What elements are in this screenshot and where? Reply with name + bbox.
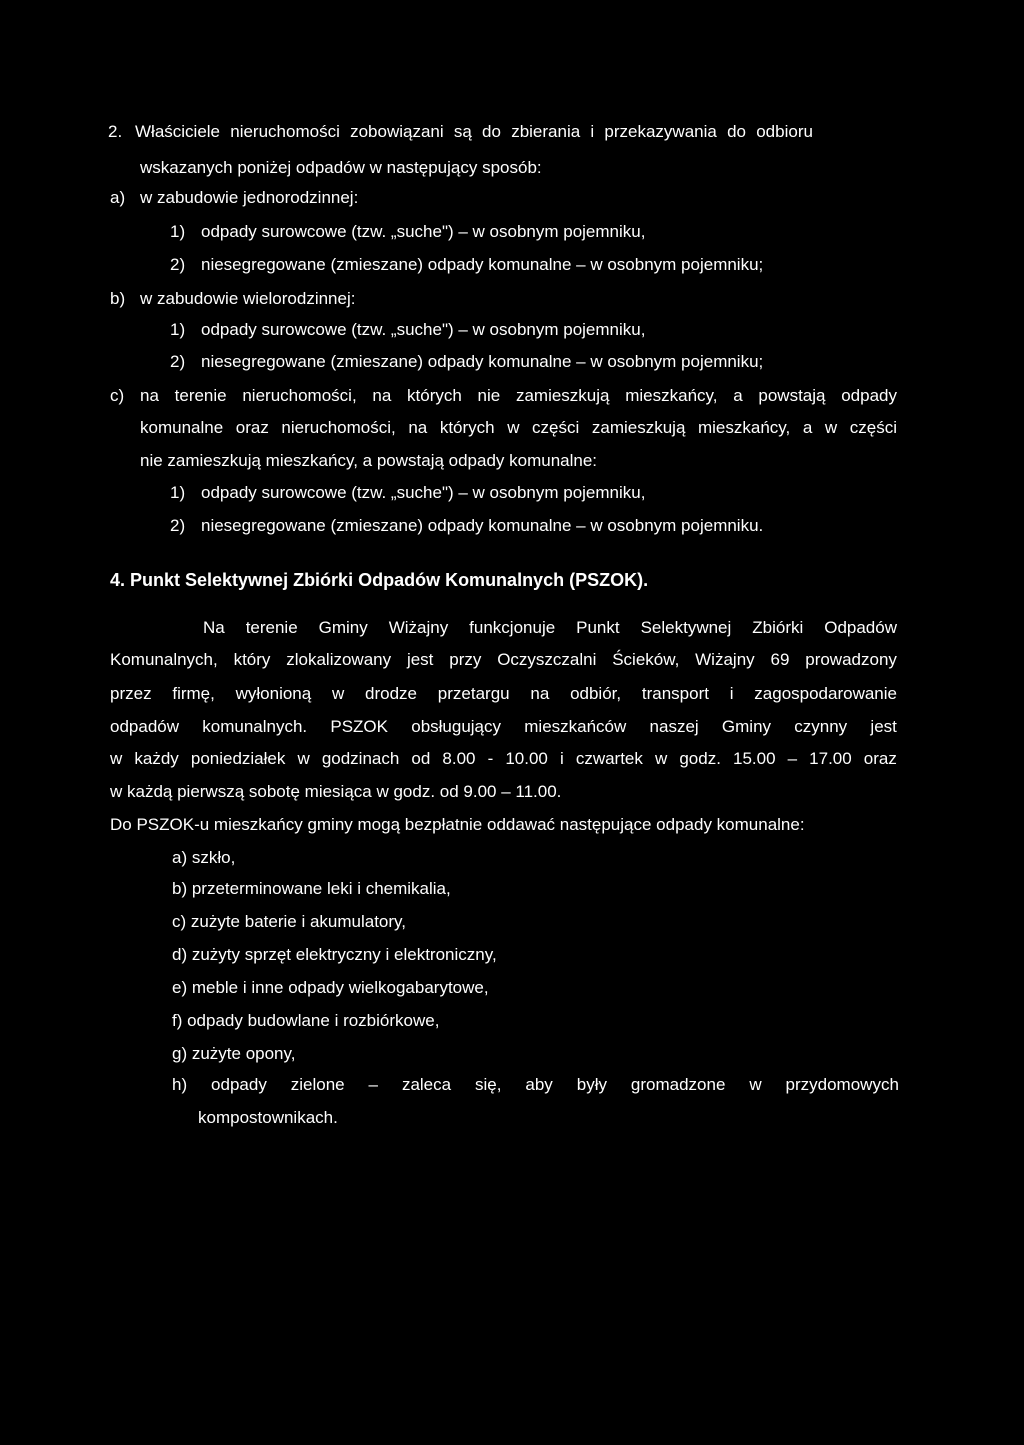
section-2-number: 2.	[108, 122, 123, 141]
item-a-2-text: niesegregowane (zmieszane) odpady komunalne – w osobnym pojemniku;	[201, 255, 764, 274]
list-item-last: h) odpady zielone – zaleca się, aby były gromadzone w przydomowych	[172, 1075, 899, 1094]
item-a-marker: a)	[110, 188, 126, 207]
item-b-2-text: niesegregowane (zmieszane) odpady komunalne – w osobnym pojemniku;	[201, 352, 764, 371]
item-a-2-num: 2)	[170, 255, 186, 274]
section-4-list-intro: Do PSZOK-u mieszkańcy gminy mogą bezpłatnie oddawać następujące odpady komunalne:	[110, 815, 805, 834]
item-b-2-num: 2)	[170, 352, 186, 371]
item-b-1-text: odpady surowcowe (tzw. „suche") – w osobnym pojemniku,	[201, 320, 646, 339]
section-4-para-line-1: Na terenie Gminy Wiżajny funkcjonuje Punkt Selektywnej Zbiórki Odpadów	[203, 618, 897, 637]
item-a-1-text: odpady surowcowe (tzw. „suche") – w osobnym pojemniku,	[201, 222, 646, 241]
item-c-line-2: komunalne oraz nieruchomości, na których w części zamieszkują mieszkańcy, a w części	[140, 418, 897, 437]
item-b-1-num: 1)	[170, 320, 186, 339]
section-4-para-line-5: w każdy poniedziałek w godzinach od 8.00 - 10.00 i czwartek w godz. 15.00 – 17.00 oraz	[110, 749, 897, 768]
section-4-para-line-3: przez firmę, wyłonioną w drodze przetargu na odbiór, transport i zagospodarowanie	[110, 684, 897, 703]
list-item: c) zużyte baterie i akumulatory,	[172, 912, 406, 931]
item-b-text: w zabudowie wielorodzinnej:	[140, 289, 356, 308]
section-2-intro-line-2: wskazanych poniżej odpadów w następujący sposób:	[140, 158, 542, 177]
section-4-para-line-2: Komunalnych, który zlokalizowany jest przy Oczyszczalni Ścieków, Wiżajny 69 prowadzony	[110, 650, 897, 669]
section-4-heading: 4. Punkt Selektywnej Zbiórki Odpadów Komunalnych (PSZOK).	[110, 570, 649, 590]
item-c-marker: c)	[110, 386, 125, 405]
item-c-line-1: na terenie nieruchomości, na których nie zamieszkują mieszkańcy, a powstają odpady	[140, 386, 897, 405]
item-c-2-num: 2)	[170, 516, 186, 535]
item-c-2-text: niesegregowane (zmieszane) odpady komunalne – w osobnym pojemniku.	[201, 516, 764, 535]
section-4-para-line-6: w każdą pierwszą sobotę miesiąca w godz. od 9.00 – 11.00.	[110, 782, 562, 801]
section-4-para-line-4: odpadów komunalnych. PSZOK obsługujący mieszkańców naszej Gminy czynny jest	[110, 717, 897, 736]
item-c-1-text: odpady surowcowe (tzw. „suche") – w osobnym pojemniku,	[201, 483, 646, 502]
list-item-last-continuation: kompostownikach.	[198, 1108, 338, 1127]
item-a-text: w zabudowie jednorodzinnej:	[140, 188, 359, 207]
section-2-intro-line-1: Właściciele nieruchomości zobowiązani są do zbierania i przekazywania do odbioru	[135, 122, 813, 141]
item-c-line-3: nie zamieszkują mieszkańcy, a powstają odpady komunalne:	[140, 451, 598, 470]
list-item: b) przeterminowane leki i chemikalia,	[172, 879, 451, 898]
list-item: a) szkło,	[172, 848, 236, 867]
item-c-1-num: 1)	[170, 483, 186, 502]
list-item: d) zużyty sprzęt elektryczny i elektroniczny,	[172, 945, 497, 964]
list-item: g) zużyte opony,	[172, 1044, 296, 1063]
item-a-1-num: 1)	[170, 222, 186, 241]
list-item: e) meble i inne odpady wielkogabarytowe,	[172, 978, 489, 997]
list-item: f) odpady budowlane i rozbiórkowe,	[172, 1011, 440, 1030]
item-b-marker: b)	[110, 289, 126, 308]
